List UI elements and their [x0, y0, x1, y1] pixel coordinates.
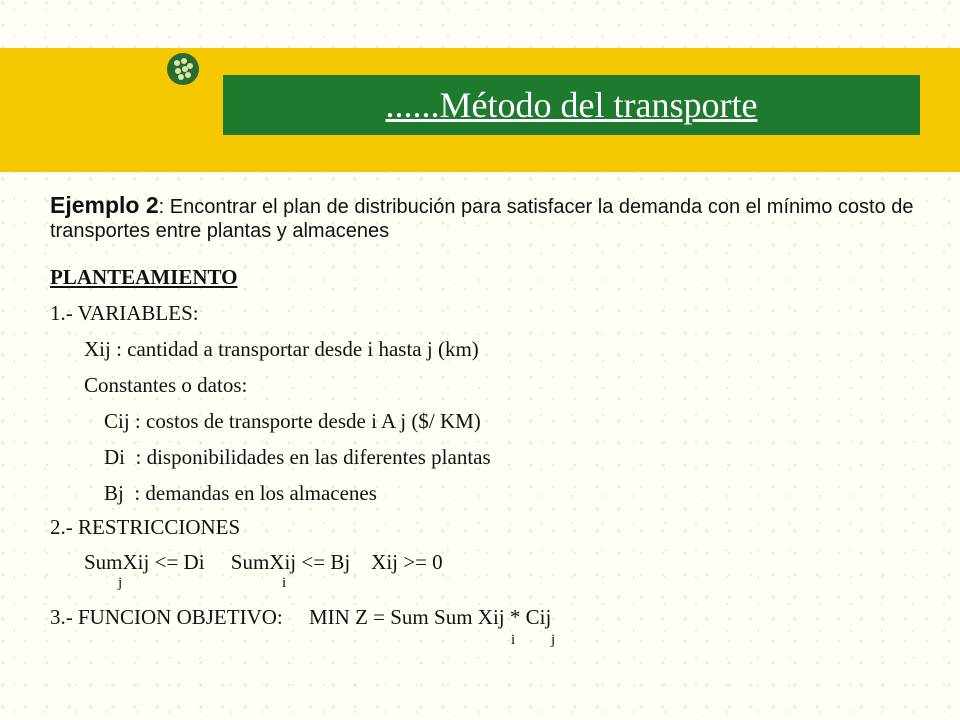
line-cij: Cij : costos de transporte desde i A j ($/ KM) [104, 409, 481, 433]
example-text: : Encontrar el plan de distribución para satisfacer la demanda con el mínimo costo de transportes entre plantas y almacenes [50, 196, 914, 242]
section-variables: 1.- VARIABLES: [50, 301, 199, 325]
subscript-j-obj: j [551, 632, 556, 648]
section-objective: 3.- FUNCION OBJETIVO: MIN Z = Sum Sum Xij * Cij [50, 605, 552, 629]
subscript-i-obj: i [511, 632, 516, 648]
heading: PLANTEAMIENTO [50, 265, 238, 289]
section-restricciones: 2.- RESTRICCIONES [50, 515, 241, 539]
line-constants: Constantes o datos: [84, 373, 248, 397]
title-box [223, 75, 920, 135]
line-bj: Bj : demandas en los almacenes [104, 481, 377, 505]
example-paragraph [50, 193, 930, 243]
subscript-j-restr: j [118, 575, 123, 591]
subscript-i-restr: i [282, 575, 287, 591]
page-title: ......Método del transporte [385, 85, 758, 125]
line-di: Di : disponibilidades en las diferentes plantas [104, 445, 491, 469]
line-xij: Xij : cantidad a transportar desde i hasta j (km) [84, 337, 479, 361]
line-restrictions: SumXij <= Di SumXij <= Bj Xij >= 0 [84, 550, 443, 574]
example-label: Ejemplo 2 [50, 192, 159, 218]
logo-icon [166, 52, 200, 86]
